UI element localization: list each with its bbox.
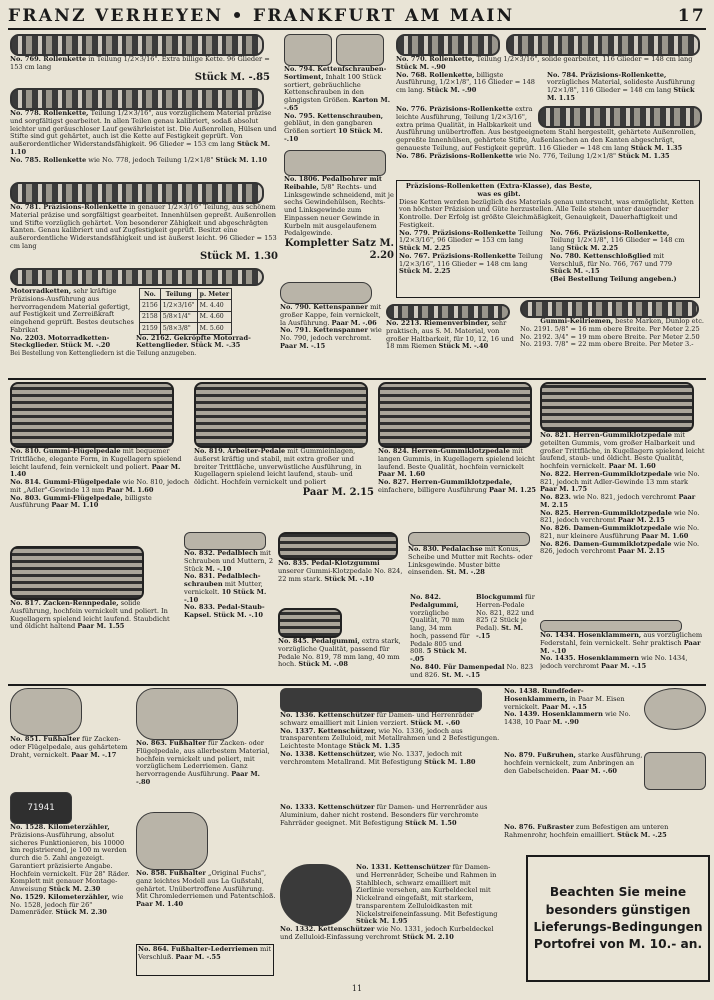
item-text: No. 823 und 826. (410, 662, 534, 679)
item-title: No. 827. Herren-Gummiklotzpedale, (378, 478, 513, 487)
chain-guard-image (280, 688, 482, 712)
pedal-plate-image (184, 532, 266, 550)
page-footer-number: 11 (351, 984, 363, 993)
item-851 (10, 688, 130, 788)
item-text: für Damen- und Herrenräder, Scheibe und Rahmen in Stahlblech, schwarz emailliert mit Zierlinie versehen, am Kurbeldeckel mit Nickelrand eingefaßt, mit starkem, transparentem Zelluloidkasten mit Nickelstreifeneinfassung. Mit Befestigung (356, 864, 498, 918)
item-842 (410, 594, 538, 682)
item-790 (280, 282, 384, 374)
item-text: beste Marken, Dunlop etc. (615, 317, 704, 325)
item-title: No. 825. Herren-Gummiklotzpedale (540, 508, 672, 517)
item-781 (10, 182, 278, 266)
item-text: extra leichte Ausführung, Teilung 1/2×3/16", extra prima Qualität, in Halbkarkeit und Ausführung unübertroffen. Aus bestgeeignetem Stahl hergestellt, gehärtete Außenrollen, gepreßte Innenhülsen, gehärtete Stifte, Außenlaschen an den Kanten abgeschrägt, genaueste Teilung, auf Festigkeit geprüft. 116 Glieder = 148 cm lang (396, 106, 696, 152)
delivery-notice (526, 855, 710, 982)
item-price: M. -.10 (205, 564, 232, 573)
item-price: St. M. -.15 (476, 624, 524, 640)
chain-image (396, 34, 500, 56)
item-text: mit Gummieinlagen, äußerst kräftig und stabil, mit extra großer und breiter Trittfläche, unverwüstliche Ausführung, in Kugellagern spielend leicht laufend, staub- und öldicht. Hochfein vernickelt und poliert (194, 447, 362, 487)
item-price: Paar M. 1.55 (77, 622, 125, 631)
item-text: mit Verschluß, für No. 766, 767 und 779 (550, 251, 673, 268)
list-item: No. 2192. 3/4" = 19 mm obere Breite. Per Meter 2.50 (520, 332, 700, 341)
item-title: No. 826. Damen-Gummiklotzpedale (540, 539, 672, 548)
item-title: No. 791. Kettenspanner (280, 326, 368, 335)
item-text: billigste Ausführung (10, 493, 152, 510)
item-price: Paar M. 1.60 (608, 462, 656, 471)
item-price: St. M. -.28 (446, 568, 485, 577)
item-text: sehr kräftige Präzisions-Ausführung aus hervorragendem Material gefertigt, auf Festigkeit und Zerreißkraft eingehend geprüft. Bestes deutsches Fabrikat (10, 287, 134, 334)
item-title: No. 1331. Kettenschützer (356, 864, 451, 871)
item-price: Karton M. -.65 (284, 96, 390, 112)
item-1434 (540, 620, 706, 684)
notice-line: Beachten Sie meine (549, 885, 687, 900)
list-item: No. 2193. 7/8" = 22 mm obere Breite. Per Meter 3.- (520, 340, 694, 349)
item-title: No. 845. Pedalgummi, (278, 637, 360, 645)
item-text: wie No. 790, jedoch verchromt. (280, 326, 382, 343)
item-text: Inhalt 100 Stück sortiert, gebräuchliche Kettenschrauben in den gängigsten Größen. (284, 72, 382, 105)
footrest-image (644, 752, 706, 790)
item-title: No. 1439. Hosenklammern (504, 710, 603, 719)
item-price: Paar M. 2.15 (540, 493, 696, 509)
item-text: unserer Gummi-Klotzpedale No. 824, 22 mm stark. (278, 566, 403, 583)
item-title: No. 776. Präzisions-Rollenkette (396, 106, 513, 113)
axle-image (408, 532, 530, 546)
item-text: Teilung 1/2×3/16", 96 Glieder = 153 cm lang (399, 228, 543, 245)
section-text: Diese Ketten werden bezüglich des Materials genau untersucht, was ermöglicht, Ketten von höchster Präzision und Güte herzustellen. Alle Teile stehen unter dauernder Kontrolle. Der Erfolg ist größte Gleichmäßigkeit, Genauigkeit, Dauerhaftigkeit und Festigkeit. (399, 197, 694, 229)
table-header: p. Meter (197, 289, 231, 300)
table-row (140, 300, 232, 311)
item-title: No. 785. Rollenkette (10, 155, 87, 164)
extra-klasse-box (396, 180, 700, 298)
item-text: mit langen Gummis, in Kugellagern spielend leicht laufend. Beste Qualität, hochfein vernickelt (378, 447, 535, 471)
item-price: Paar M. 1.60 (378, 470, 426, 479)
item-title: No. 786. Präzisions-Rollenkette (396, 151, 513, 160)
item-price: Stück M. -.15 (550, 267, 600, 276)
item-text: Teilung 1/2×3/16", aus vorzüglichem Material präzise und sorgfältigst gearbeitet. In allen Teilen genau kalibriert, sodaß absolut leichter und geräuschloser Lauf gewährleistet ist. Die Außenrollen, Hülsen und Stifte sind gut gehärtet, auch ist die Kette auf Festigkeit geprüft. Von außerordentlicher Widerstandsfähigkeit. 96 Glieder = 153 cm lang (10, 109, 277, 149)
item-817 (10, 546, 180, 656)
item-title: No. 1338. Kettenschützer, (280, 749, 377, 758)
item-title: No. 821. Herren-Gummiklotzpedale (540, 431, 672, 439)
screw-box-image (284, 34, 332, 66)
chain-image (10, 88, 264, 110)
table-cell: 2158 (140, 311, 161, 322)
table-cell: 2156 (140, 300, 161, 311)
rubber-image (278, 608, 342, 638)
item-text: wie No. 778, jedoch Teilung 1/2×1/8" (88, 155, 214, 164)
item-price: Paar M. -.15 (541, 702, 587, 711)
item-text: wie No. 1528, jedoch für 26" Damenräder. (10, 892, 124, 917)
item-price: Paar M. 1.60 (106, 485, 154, 494)
item-price: Stück M. 1.10 (10, 140, 271, 156)
item-text: wie No. 821, nur kleinere Ausführung (540, 524, 700, 540)
item-title: No. 1438. Rundfeder-Hosenklammern, (504, 688, 584, 703)
item-title: No. 831. Pedalblech-schrauben (184, 572, 261, 589)
item-794 (284, 34, 394, 146)
item-text: mit großer Kappe, fein vernickelt, la Ausführung. (280, 303, 382, 327)
item-price: St. M. -.15 (441, 670, 481, 679)
table-cell: 5/8×3/8" (160, 323, 197, 334)
item-price: Stück M. 1.95 (356, 917, 408, 926)
item-770 (396, 34, 702, 104)
connector-image (386, 304, 510, 320)
item-price: Paar M. -.80 (136, 770, 260, 786)
header-title: FRANZ VERHEYEN • FRANKFURT AM MAIN (8, 5, 515, 26)
item-title: No. 842. Pedalgummi, (410, 594, 459, 609)
item-title: No. 833. Pedal-Staub-Kapsel. (184, 603, 265, 620)
table-cell: 2159 (140, 323, 161, 334)
item-title: No. 778. Rollenkette, (10, 109, 89, 117)
item-price: Paar M. 1.10 (51, 501, 99, 510)
item-876 (504, 824, 706, 854)
item-1336 (280, 688, 500, 800)
note-text: Bei Bestellung von Kettengliedern ist die Teilung anzugeben. (10, 350, 197, 358)
item-price: Paar M. 1.75 (540, 485, 588, 494)
toe-clip-image (10, 688, 82, 736)
item-text: Teilung 1/2×3/16", solide gearbeitet, 116 Glieder = 148 cm lang (476, 55, 693, 63)
item-price: Stück M. -.85 (194, 71, 270, 83)
item-price: Stück M. -.90 (396, 62, 446, 71)
item-text: Teilung 1/2×3/16", 116 Glieder = 148 cm lang (399, 251, 543, 268)
item-845 (278, 608, 408, 682)
item-price: Stück M. 1.35 (630, 143, 683, 152)
table-cell: M. 5.60 (197, 323, 231, 334)
item-title: No. 1529. Kilometerzähler, (10, 892, 110, 901)
item-2213 (386, 304, 516, 374)
item-price: Paar M. -.06 (331, 318, 377, 327)
item-price: Stück M. 1.30 (200, 250, 278, 262)
table-cell: 1/2×3/16" (160, 300, 197, 311)
item-text: Präzisions-Ausführung, absolut sicheres Funktionieren, bis 10000 km registrierend, je 100 m werden durch die 5. Zahl angezeigt. Garantiert präzisierte Angabe. Hochfein vernickelt. Für 28" Räder. Komplett mit genauer Montage-Anweisung (10, 830, 130, 894)
item-text: wie No. 1337, jedoch mit verchromtem Metallrand. Mit Befestigung (280, 749, 463, 766)
item-price: Paar M. -.10 (540, 638, 701, 655)
item-title: No. 832. Pedalblech (184, 549, 258, 557)
item-title: No. 779. Präzisions-Rollenkette (399, 228, 516, 237)
item-title: No. 835. Pedal-Klotzgummi (278, 559, 380, 567)
item-title: No. 822. Herren-Gummiklotzpedale (540, 469, 672, 478)
item-price: Stück M. 2.10 (402, 932, 454, 941)
item-text: „Original Fuchs", ganz leichtes Modell aus La Gußstahl, gehärtet. Unübertroffene Ausführung. Mit Chromlederriemen und Patentschloß. (136, 869, 276, 901)
item-title: No. 790. Kettenspanner (280, 303, 368, 311)
item-835 (278, 532, 404, 606)
item-price: Stück M. 1.15 (547, 86, 695, 102)
item-price: Stück M. 1.80 (424, 757, 476, 766)
item-819 (194, 382, 374, 530)
item-text: wie No. 1438, 10 Paar (504, 710, 631, 727)
item-price: Stück M. 2.30 (48, 885, 101, 894)
item-text: vorzügliches Material, solideste Ausführung 1/2×1/8", 116 Glieder = 148 cm lang (547, 78, 695, 95)
item-price: Stück M. -.20 (60, 341, 111, 350)
pedal-image (10, 546, 144, 600)
item-title: No. 826. Damen-Gummiklotzpedale (540, 524, 672, 533)
item-price: Stück M. -.60 (410, 718, 461, 727)
item-title: No. 819. Arbeiter-Pedale (194, 447, 286, 455)
item-text: wie No. 1336, jedoch aus transparentem Zelluloid, mit Metallrahmen und 2 Befestigungen. Leichteste Montage (280, 726, 500, 751)
item-864 (136, 944, 274, 976)
item-title: Motorradketten, (10, 287, 72, 295)
item-title: No. 803. Gummi-Flügelpedale, (10, 493, 123, 502)
item-1438 (504, 688, 706, 750)
item-text: wie No. 776, Teilung 1/2×1/8" (515, 151, 617, 160)
item-1528 (10, 792, 130, 978)
item-text: in genauer 1/2×3/16" Teilung, aus schönem Material präzise und sorgfältigst gearbeitet. Innenhülsen gepreßt. Außenrollen und Stifte vorzüglich gehärtet. Von besonderer Zähigkeit und abgeschrägten Kanten. Genau kalibriert und auf Zugfestigkeit geprüft. Besitzt eine außerordentliche Widerstandsfähigkeit und ist äußerst leicht. 96 Glieder = 153 cm lang (10, 203, 277, 250)
item-1333 (280, 804, 500, 860)
chain-image (10, 34, 264, 56)
item-title: No. 879. Fußruhen, (504, 752, 576, 759)
item-text: 5/8" Rechts- und Linksgewinde schneidend, mit je sechs Gewindehülsen, Rechts- und Linksgewinde zum Einpassen neuer Gewinde in Kurbeln mit ausgelaufenem Pedalgewinde. (284, 182, 394, 238)
item-858 (136, 812, 276, 942)
item-price: Paar M. 1.60 (641, 531, 689, 540)
item-title: No. 794. Kettenfschrauben-Sortiment, (284, 65, 387, 81)
rubber-image (278, 532, 398, 560)
item-price: 10 Stück M. -.10 (184, 587, 267, 604)
item-price: Stück M. 1.35 (348, 742, 401, 751)
motor-table (139, 288, 232, 335)
item-price: 5 Stück M. -.05 (410, 647, 467, 664)
item-text: Teilung 1/2×1/8", 116 Glieder = 148 cm lang (550, 236, 685, 253)
chain-image (10, 268, 264, 286)
item-price: Stück M. -.10 (324, 574, 374, 583)
item-text: mit Mutter, vernickelt. (184, 580, 263, 596)
item-title: No. 814. Gummi-Flügelpedale (10, 478, 121, 487)
item-motorradketten (10, 268, 278, 374)
item-769 (10, 34, 270, 86)
item-text: vorzügliche Qualität, 70 mm lang, 34 mm hoch, passend für Pedale 805 und 808. (410, 608, 470, 656)
item-810 (10, 382, 190, 542)
item-price: Stück M. 1.10 (215, 155, 267, 164)
item-text: wie No. 821, jedoch verchromt (540, 508, 700, 525)
item-title: No. 1332. Kettenschützer (280, 925, 375, 934)
item-text: solide Ausführung, hochfein vernickelt und poliert. In Kugellagern spielend leicht laufend. Staubdicht und öldicht haltend (10, 599, 170, 631)
item-830 (408, 532, 538, 592)
pedal-image (10, 382, 174, 448)
item-price: M. -.90 (552, 718, 579, 727)
table-cell: M. 4.60 (197, 311, 231, 322)
item-price: Paar M. 1.25 (488, 485, 536, 494)
item-776 (396, 106, 702, 178)
item-text: in Teilung 1/2×3/16". Extra billige Kette. 96 Glieder = 153 cm lang (10, 55, 270, 71)
item-text: wie No. 1331, jedoch Kurbeldeckel und Zelluloid-Einfassung verchromt (280, 925, 494, 941)
item-price: Stück M. 1.50 (405, 818, 457, 827)
item-title: No. 1435. Hosenklammern (540, 654, 639, 663)
item-text: für Zacken- oder Flügelpedale, aus allerbestem Material, hochfein vernickelt und poliert, mit vorzüglichem Lederriemen. Ganz hervorragende Ausführung. (136, 739, 270, 779)
item-price: Paar M. -.15 (601, 662, 647, 671)
item-text: gebläut, in den gangbaren Größen sortiert (284, 119, 373, 136)
item-text: für Zacken- oder Flügelpedale, aus gehärtetem Draht, vernickelt. (10, 735, 128, 759)
item-title: No. 1434. Hosenklammern, (540, 631, 642, 639)
item-price: Paar M. 1.40 (10, 462, 181, 479)
item-text: einfachere, billigere Ausführung (378, 485, 487, 494)
item-title: No. 864. Fußhalter-Lederriemen (138, 945, 258, 953)
item-price: Paar M. 2.15 (302, 486, 374, 498)
item-price: 10 Stück M. -.10 (284, 127, 383, 143)
item-text: für Herren-Pedale No. 821, 822 und 825 (2 Stück je Pedal). (476, 594, 535, 633)
item-text: mit Verschluß. (138, 945, 272, 961)
divider (8, 378, 706, 380)
item-title: No. 1337. Kettenschützer, (280, 726, 377, 735)
item-863 (136, 688, 276, 808)
item-title: No. 1336. Kettenschützer (280, 711, 375, 719)
item-title: No. 824. Herren-Gummiklotzpedale (378, 447, 510, 455)
item-price: Stück M. 1.35 (618, 151, 670, 160)
clip-image (644, 688, 706, 730)
item-title: No. 769. Rollenkette (10, 55, 87, 63)
chain-image (538, 106, 702, 128)
item-price: Stück M. -.35 (190, 341, 241, 350)
item-title: No. 2213. Riemenverbinder, (386, 319, 490, 327)
item-price: Paar M. 1.40 (136, 900, 184, 909)
item-text: für Damen- und Herrenräder schwarz emailliert mit Linien verziert. (280, 711, 474, 727)
item-title: No. 2203. Motorradketten-Steckglieder. (10, 333, 110, 350)
item-price: Paar M. 2.15 (617, 516, 665, 525)
item-text: aus vorzüglichem Federstahl, fein vernickelt. Sehr praktisch (540, 631, 703, 647)
item-title: No. 1806. Pedalbohrer mit Reibahle, (284, 175, 382, 191)
item-1331 (280, 864, 500, 978)
notice-line: Portofrei von M. 10.- an. (533, 937, 703, 952)
item-title: Blockgummi (476, 594, 523, 601)
item-title: No. 840. Für Damenpedal (410, 662, 505, 671)
chain-guard-image (280, 864, 352, 926)
table-header: Teilung (160, 289, 197, 300)
item-title: No. 823. (540, 493, 571, 502)
item-text: mit bequemer Trittfläche, elegante Form, in Kugellagern spielend leicht laufend, fein vernickelt und poliert. (10, 447, 182, 471)
item-text: starke Ausführung, hochfein vernickelt, zum Anbringen an den Gabelscheiden. (504, 752, 643, 775)
item-price: Stück M. -.90 (426, 86, 477, 95)
chain-image (10, 182, 264, 204)
note-text: (Bei Bestellung Teilung angeben.) (550, 275, 677, 284)
section-title: Präzisions-Rollenketten (Extra-Klasse), das Beste, was es gibt. (405, 182, 593, 198)
counter-display: 71941 (10, 792, 72, 824)
item-price: Paar M. -.17 (71, 750, 117, 759)
item-keilriemen (520, 300, 704, 376)
item-title: No. 863. Fußhalter (136, 739, 206, 747)
item-879 (504, 752, 706, 822)
item-778 (10, 88, 278, 180)
pedal-image (194, 382, 368, 448)
table-row (140, 323, 232, 334)
page-header (8, 4, 706, 30)
item-price: Stück M. -.10 (213, 611, 264, 620)
item-title: Gummi-Keilriemen, (540, 317, 614, 325)
item-text: für Damen- und Herrenräder aus Aluminium, daher nicht rostend. Besonders für verchromte Fahrräder geeignet. Mit Befestigung (280, 804, 488, 827)
item-1806 (284, 150, 394, 270)
item-title: No. 766. Präzisions-Rollenkette, (550, 228, 670, 237)
item-text: zum Befestigen am unteren Rahmenrohr, hochfein emailliert. (504, 824, 669, 839)
item-title: No. 780. Kettenschloßglied (550, 251, 651, 260)
belt-image (520, 300, 699, 318)
item-text: wie No. 826, jedoch verchromt (540, 539, 700, 556)
notice-line: Lieferungs-Bedingungen (533, 920, 703, 934)
item-price: Paar M. -.55 (175, 952, 221, 961)
item-title: No. 770. Rollenkette, (396, 55, 475, 63)
item-text: mit geteilten Gummis, vom großer Halbarkeit und großer Trittfläche, in Kugellagern spielend leicht laufend, staub- und öldicht. Beste Qualität, hochfein vernickelt. (540, 431, 705, 471)
item-title: No. 817. Zacken-Rennpedale, (10, 599, 119, 607)
item-title: No. 1528. Kilometerzähler, (10, 823, 110, 831)
table-cell: M. 4.40 (197, 300, 231, 311)
item-821 (540, 382, 706, 618)
item-832 (184, 532, 274, 682)
item-price: Stück M. 2.30 (55, 908, 107, 917)
spanner-image (280, 282, 372, 304)
item-text: wie No. 821, jedoch verchromt (573, 493, 677, 502)
item-price: Stück M. -.40 (438, 342, 489, 351)
item-title: No. 2162. Gekröpfte Motorrad-Kettenglieder. (136, 333, 251, 350)
toe-clip-image (136, 688, 238, 740)
item-title: No. 795. Kettenschrauben, (284, 111, 384, 120)
item-price: Stück M. 2.25 (566, 244, 619, 253)
item-price: Paar M. 2.15 (617, 547, 665, 556)
item-text: extra stark, vorzügliche Qualität, passend für Pedale No. 819, 78 mm lang, 40 mm hoch. (278, 637, 401, 669)
item-title: No. 851. Fußhalter (10, 735, 80, 743)
pedal-image (540, 382, 694, 432)
item-title: No. 830. Pedalachse (408, 545, 483, 553)
table-row (140, 311, 232, 322)
item-title: No. 768. Rollenkette, (396, 70, 475, 79)
screw-box-image (336, 34, 384, 66)
header-page-number: 17 (677, 5, 706, 26)
item-price: Stück M. -.08 (298, 660, 348, 669)
table-header: No. (140, 289, 161, 300)
item-text: billigste Ausführung, 1/2×1/8", 116 Glieder = 148 cm lang. (396, 70, 536, 95)
item-title: No. 876. Fußraster (504, 824, 574, 831)
item-text: mit Schrauben und Muttern, 2 Stück (184, 549, 274, 573)
item-text: wie No. 810, jedoch mit „Adler"-Gewinde 13 mm (10, 478, 190, 494)
divider (8, 684, 706, 686)
item-text: wie No. 1434, jedoch verchromt (540, 654, 688, 671)
list-item: No. 2191. 5/8" = 16 mm obere Breite. Per Meter 2.25 (520, 324, 700, 333)
item-title: No. 784. Präzisions-Rollenkette, (547, 70, 667, 79)
item-text: sehr praktisch, aus S. M. Material, von großer Haltbarkeit, für 10, 12, 16 und 18 mm Riemen (386, 319, 514, 351)
item-title: No. 858. Fußhalter (136, 869, 206, 877)
table-cell: 5/8×1/4" (160, 311, 197, 322)
item-price: Paar M. -.60 (571, 766, 618, 775)
item-text: mit Konus, Scheibe und Mutter mit Rechts- oder Linksgewinde. Muster bitte einsenden. (408, 545, 533, 577)
item-title: No. 1333. Kettenschützer (280, 804, 375, 811)
item-price: Stück M. 2.25 (399, 267, 451, 276)
item-text: wie No. 821, jedoch mit Adler-Gewinde 13 mm stark (540, 469, 700, 486)
item-price: Paar M. -.15 (280, 341, 326, 350)
item-824 (378, 382, 538, 528)
item-title: No. 810. Gummi-Flügelpedale (10, 447, 121, 455)
item-price: Stück M. 2.25 (399, 244, 451, 253)
item-title: No. 767. Präzisions-Rollenkette (399, 251, 516, 260)
notice-line: besonders günstigen (545, 902, 691, 917)
item-title: No. 781. Präzisions-Rollenkette (10, 203, 127, 211)
pedal-image (378, 382, 532, 448)
chain-image (506, 34, 700, 56)
item-price: Kompletter Satz M. 2.20 (284, 238, 394, 261)
toe-clip-image (136, 812, 208, 870)
item-text: in Paar M. Eisen vernickelt. (504, 694, 625, 711)
item-price: Stück M. -.25 (617, 830, 667, 839)
tool-image (284, 150, 386, 176)
